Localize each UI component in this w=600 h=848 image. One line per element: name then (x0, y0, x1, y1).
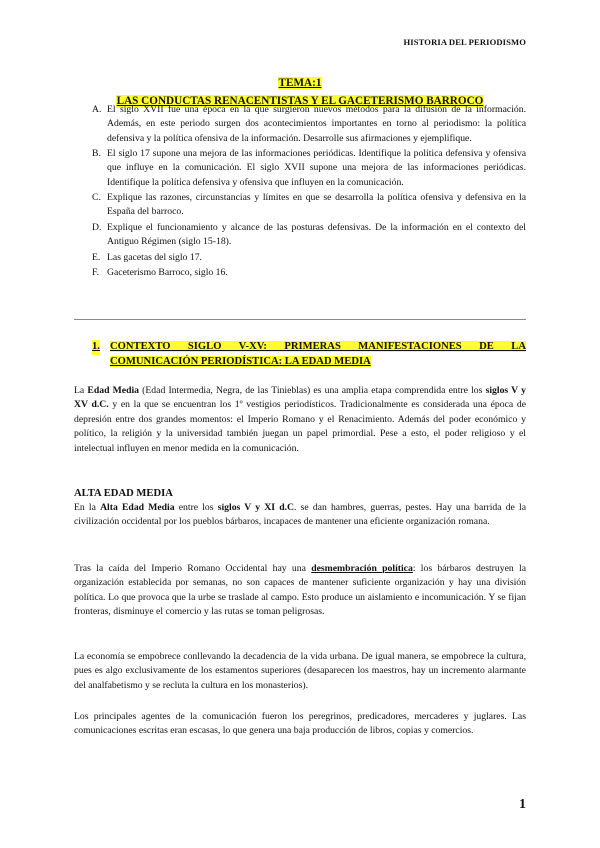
list-letter: C. (92, 192, 101, 204)
section-number: 1. (92, 340, 100, 355)
list-text: Explique el funcionamiento y alcance de las posturas defensivas. De la información en el contexto del Antiguo Régimen (siglo 15-18). (107, 221, 526, 248)
tema-title: LAS CONDUCTAS RENACENTISTAS Y EL GACETERISMO BARROCO (116, 95, 484, 107)
topic-list (92, 103, 526, 282)
paragraph-alta-edad-media (74, 501, 526, 530)
bold-run: Edad Media (87, 385, 139, 396)
running-header: HISTORIA DEL PERIODISMO (403, 37, 526, 47)
text-run: entre los (174, 502, 218, 513)
bold-run: Alta Edad Media (100, 502, 175, 513)
list-text: El siglo XVII fue una época en la que surgieron nuevos métodos para la difusión de la información. Además, en este periodo surgen dos acontecimientos importantes en torno al periodismo: la política defensiva y la política ofensiva de la información. Desarrolle sus afirmaciones y ejemplifique. (107, 104, 526, 144)
text-run: En la (74, 502, 101, 513)
list-item (92, 147, 526, 190)
list-text: Las gacetas del siglo 17. (107, 251, 202, 263)
tema-label: TEMA:1 (278, 77, 322, 89)
bold-run: siglos V y XV d.C. (74, 385, 526, 411)
section-title: CONTEXTO SIGLO V-XV: PRIMERAS MANIFESTACIONES DE LA COMUNICACIÓN PERIODÍSTICA: LA EDAD MEDIA (110, 341, 526, 367)
list-letter: B. (92, 148, 101, 160)
text-run: La (74, 385, 88, 396)
list-text: El siglo 17 supone una mejora de las informaciones periódicas. Identifique la política defensiva y ofensiva que influye en la comunicación. El siglo XVII supone una mejora de las informaciones periódicas. Identifique la política defensiva y ofensiva que influyen en la comunicación. (107, 148, 526, 188)
list-item (92, 221, 526, 250)
page-number: 1 (519, 797, 526, 812)
text-run: . se dan hambres, guerras, pestes. Hay una barrida de la civilización occidental por los pueblos bárbaros, incapaces de mantener una eficiente organización romana. (74, 502, 526, 528)
list-letter: A. (92, 104, 102, 115)
bold-run: siglos V y XI d.C (217, 502, 295, 513)
horizontal-divider (74, 319, 526, 320)
bold-run: desmembración política (311, 563, 413, 574)
section-heading (92, 340, 526, 369)
list-letter: D. (92, 221, 102, 233)
list-text: Explique las razones, circunstancias y límites en que se desarrolla la política ofensiva y defensiva en la España del barroco. (107, 192, 526, 218)
list-text: Gaceterismo Barroco, siglo 16. (107, 267, 228, 279)
list-letter: E. (92, 251, 101, 263)
text-run: y en la que se encuentran los 1º vestigios periodísticos. Tradicionalmente es considerada una época de depresión entre dos grandes momentos: el Imperio Romano y el Renacimiento. Además del poder económico y político, la religión y la universidad también juegan un papel primordial. Pese a esto, el poder religioso y el intelectual influyen en menor medida en la comunicación. (74, 399, 527, 454)
list-item (92, 251, 526, 265)
list-item (92, 191, 526, 220)
text-run: : los bárbaros destruyen la organización establecida por semanas, no son capaces de mantener suficiente organización y hay una división política. Lo que provoca que la urbe se traslade al campo. Esto produce un aislamiento e incomunicación. Y se fijan fronteras, disminuye el comercio y las rutas se toman peligrosas. (74, 563, 527, 618)
list-item (92, 103, 526, 146)
paragraph-edad-media (74, 384, 526, 456)
paragraph-economia: La economía se empobrece conllevando la decadencia de la vida urbana. De igual manera, se empobrece la cultura, pues es algo exclusivamente de los estamentos superiores (desaparecen los maestros, hay un incremento alarmante del analfabetismo y se recluta la cultura en los monasterios). (74, 651, 526, 691)
list-item (92, 266, 526, 280)
paragraph-agentes: Los principales agentes de la comunicación fueron los peregrinos, predicadores, mercaderes y juglares. Las comunicaciones escritas eran escasas, lo que genera una baja producción de libros, copias y comercios. (74, 711, 526, 737)
list-letter: F. (92, 267, 100, 279)
paragraph-desmembracion (74, 562, 526, 620)
text-run: Tras la caída del Imperio Romano Occidental hay una (74, 563, 312, 574)
text-run: (Edad Intermedia, Negra, de las Tinieblas) es una amplia etapa comprendida entre los (139, 385, 486, 396)
subheading-alta-edad-media: ALTA EDAD MEDIA (74, 488, 173, 499)
